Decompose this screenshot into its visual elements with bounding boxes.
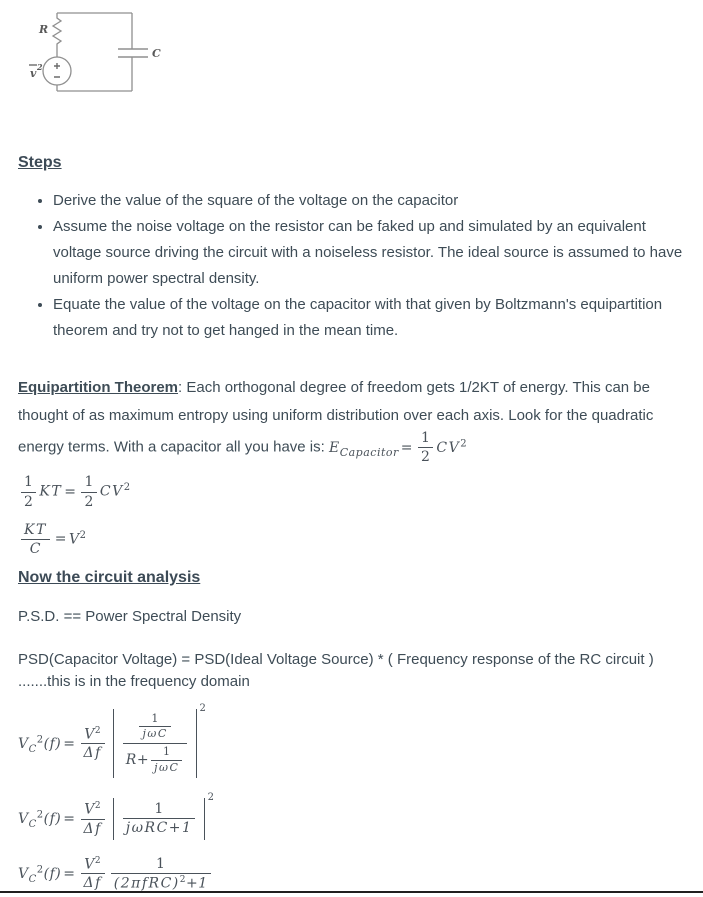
equation-head — [18, 733, 78, 755]
math-symbol: V — [18, 865, 29, 882]
fraction-numerator: 1 — [21, 474, 36, 492]
equation-vc-magnitude — [18, 856, 689, 892]
source-polarity-marks — [54, 63, 60, 77]
math-superscript: 2 — [94, 725, 102, 736]
capacitor-label: C — [152, 47, 161, 60]
fraction — [21, 474, 36, 509]
math-superscript: 2 — [460, 438, 468, 449]
fraction-numerator — [81, 856, 105, 875]
fraction-denominator: Δf — [83, 745, 102, 762]
fraction-numerator: 1 — [139, 713, 170, 728]
psd-note-line: .......this is in the frequency domain — [18, 672, 250, 690]
magnitude-group — [113, 792, 215, 839]
math-symbol: +1 — [186, 875, 208, 892]
fraction-numerator: 1 — [111, 856, 211, 874]
fraction — [21, 522, 50, 557]
source-label-exponent: 2 — [37, 62, 43, 72]
math-superscript: 2 — [207, 792, 215, 804]
math-superscript: 2 — [36, 809, 44, 821]
fraction — [111, 856, 211, 892]
fraction — [123, 712, 188, 776]
steps-heading: Steps — [18, 154, 62, 171]
list-item-derive: • Derive the value of the square of the voltage on the capacitor — [53, 188, 689, 214]
fraction-denominator — [111, 874, 211, 892]
equals-sign: = — [400, 439, 413, 456]
math-superscript: 2 — [94, 855, 102, 866]
source-label: v — [30, 67, 37, 80]
fraction-denominator: C — [29, 540, 41, 557]
bottom-divider — [0, 891, 703, 893]
equation-head — [18, 863, 78, 885]
list-item-equate: • Equate the value of the voltage on the capacitor with that given by Boltzmann's equipartition theorem and try not to get hanged in the mean time. — [53, 292, 689, 344]
circuit-analysis-heading: Now the circuit analysis — [18, 568, 201, 586]
equals-sign: = — [64, 484, 77, 501]
energy-inline-equation — [328, 430, 468, 466]
fraction-denominator: Δf — [83, 820, 102, 837]
math-subscript: C — [28, 873, 37, 885]
nested-fraction — [151, 746, 182, 774]
magnitude-bars — [113, 709, 198, 779]
equation-head — [18, 809, 78, 830]
math-symbol: KT — [39, 484, 63, 501]
math-superscript: 2 — [36, 733, 44, 745]
equals-sign: = — [63, 735, 76, 752]
math-superscript: 2 — [36, 863, 44, 875]
psd-relation-paragraph — [18, 649, 689, 693]
math-symbol: V — [84, 801, 95, 818]
fraction — [81, 474, 96, 509]
fraction-denominator: 2 — [84, 493, 94, 510]
equipartition-text: : Each orthogonal degree of freedom gets 1/2KT of energy. This can be thought of as maximum entropy using uniform distribution over each axis. Look for the quadratic energy terms. With a capacitor all you have is: — [18, 379, 654, 456]
math-symbol: (2πfRC) — [113, 875, 180, 892]
equals-sign: = — [63, 810, 76, 827]
math-superscript: 2 — [199, 702, 207, 714]
math-argument: (f) — [43, 810, 62, 827]
fraction-denominator: 2 — [24, 493, 34, 510]
voltage-source-symbol — [43, 57, 71, 85]
math-symbol: E — [328, 439, 340, 456]
fraction — [81, 856, 105, 892]
math-symbol: V — [84, 726, 95, 743]
equation-half-kt — [18, 474, 689, 509]
magnitude-group — [113, 702, 207, 779]
fraction-denominator: jωC — [154, 760, 180, 774]
fraction-numerator: 1 — [418, 430, 433, 448]
fraction-denominator: Δf — [83, 875, 102, 892]
rc-circuit-diagram — [28, 8, 218, 108]
math-symbol: CV — [436, 439, 461, 456]
math-symbol: V — [18, 735, 29, 752]
fraction — [81, 801, 105, 837]
fraction-denominator — [123, 744, 188, 775]
capacitor-symbol — [118, 49, 148, 57]
fraction-denominator: jωC — [142, 727, 168, 741]
math-subscript: C — [28, 818, 37, 830]
math-superscript: 2 — [79, 529, 87, 541]
fraction — [123, 801, 196, 836]
fraction-numerator — [81, 801, 105, 820]
fraction — [418, 430, 433, 465]
equation-vc-simplified — [18, 792, 689, 839]
equipartition-heading: Equipartition Theorem — [18, 379, 179, 396]
magnitude-bars — [113, 798, 206, 839]
fraction-numerator: KT — [21, 522, 50, 540]
math-symbol: V — [69, 531, 80, 548]
fraction-numerator: 1 — [151, 746, 182, 761]
equals-sign: = — [63, 865, 76, 882]
resistor-label: R — [39, 23, 49, 36]
math-superscript: 2 — [179, 874, 186, 885]
math-argument: (f) — [43, 735, 62, 752]
resistor-symbol — [53, 13, 61, 91]
fraction-denominator: 2 — [421, 449, 431, 466]
fraction-denominator: jωRC+1 — [125, 820, 193, 837]
equation-kt-over-c — [18, 522, 689, 557]
nested-fraction — [139, 713, 170, 741]
fraction-numerator: 1 — [81, 474, 96, 492]
list-item-assume: • Assume the noise voltage on the resistor can be faked up and simulated by an equivalent voltage source driving the circuit with a noiseless resistor. The ideal source is assumed to have uniform power spectral density. — [53, 214, 689, 292]
fraction-numerator — [81, 726, 105, 745]
fraction — [81, 726, 105, 762]
equals-sign: = — [54, 531, 68, 548]
math-symbol: CV — [99, 484, 124, 501]
equipartition-paragraph — [18, 374, 689, 466]
psd-definition: P.S.D. == Power Spectral Density — [18, 607, 242, 625]
steps-list — [18, 188, 689, 344]
fraction-numerator — [123, 712, 188, 744]
psd-relation-line: PSD(Capacitor Voltage) = PSD(Ideal Voltage Source) * ( Frequency response of the RC circuit ) — [18, 650, 654, 668]
math-symbol: V — [84, 856, 95, 873]
math-superscript: 2 — [123, 482, 131, 494]
math-superscript: 2 — [94, 801, 102, 812]
math-argument: (f) — [43, 865, 62, 882]
math-subscript: C — [28, 743, 37, 755]
math-subscript: Capacitor — [339, 445, 399, 459]
equation-vc-full — [18, 702, 689, 779]
fraction-numerator: 1 — [123, 801, 196, 819]
math-symbol: V — [18, 810, 29, 827]
math-symbol: R+ — [125, 752, 150, 769]
